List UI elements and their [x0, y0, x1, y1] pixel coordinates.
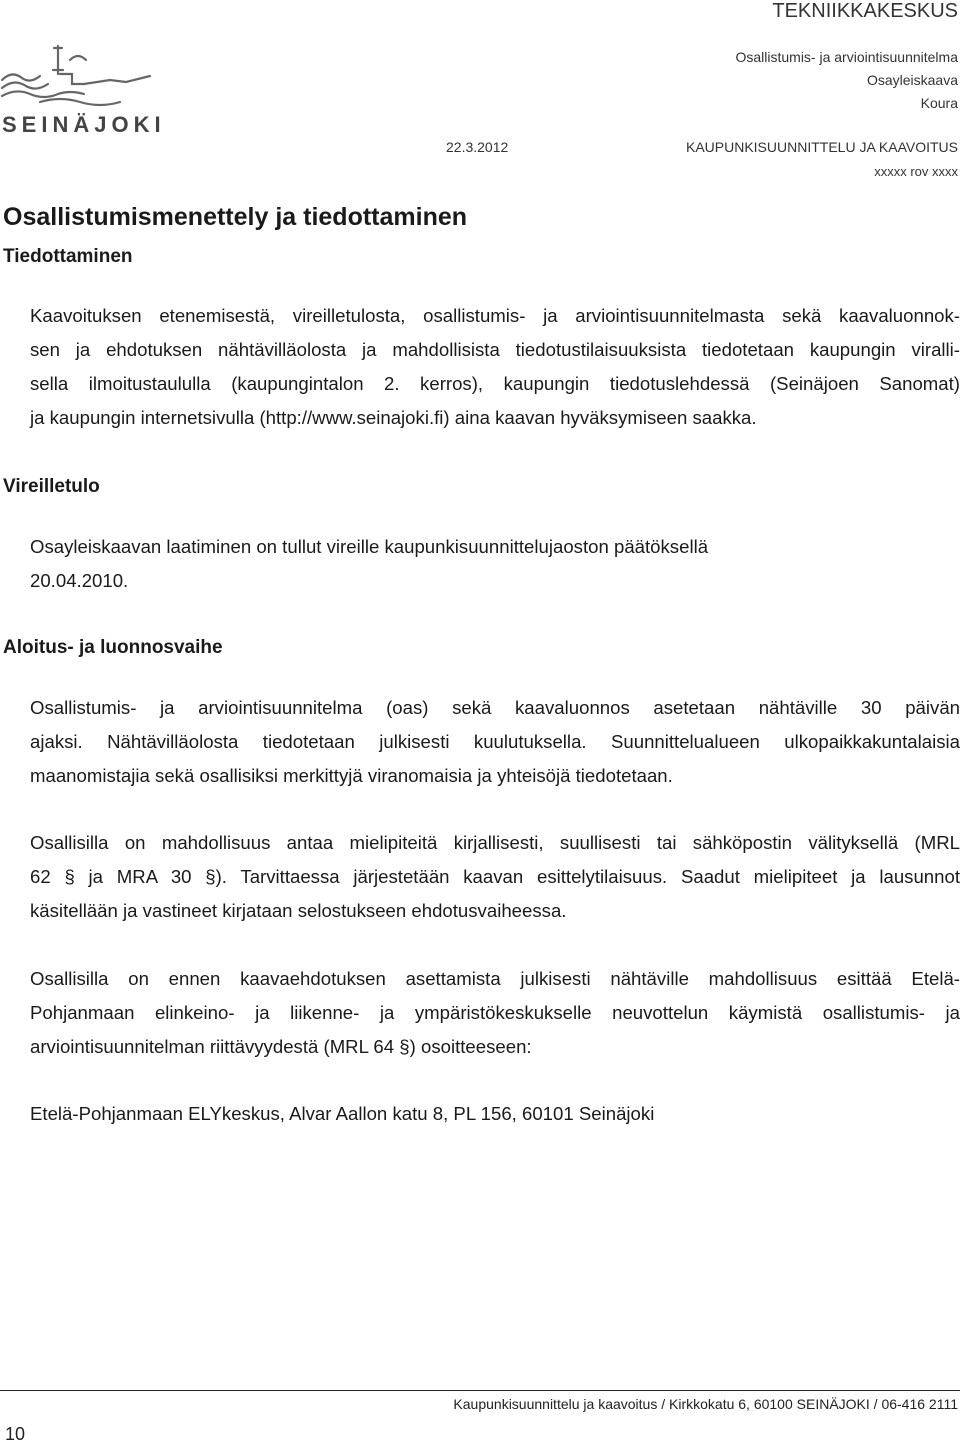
author-code: xxxxx rov xxxx: [874, 164, 958, 179]
text-line: Osallisilla on mahdollisuus antaa mielipiteitä kirjallisesti, suullisesti tai sähköpostin välityksellä (MRL: [30, 832, 960, 853]
plan-area: Koura: [920, 95, 958, 111]
logo-wordmark: SEINÄJOKI: [2, 112, 166, 137]
paragraph-tiedottaminen: [30, 299, 960, 435]
text-line: Osayleiskaavan laatiminen on tullut vireille kaupunkisuunnittelujaoston päätöksellä: [30, 536, 709, 557]
paragraph-vireilletulo: [30, 530, 960, 598]
paragraph-aloitus-3: [30, 962, 960, 1064]
text-line: maanomistajia sekä osallisiksi merkittyjä viranomaisia ja yhteisöjä tiedotetaan.: [30, 765, 673, 786]
text-line: 62 § ja MRA 30 §). Tarvittaessa järjestetään kaavan esittelytilaisuus. Saadut mielipiteet ja lausunnot: [30, 866, 960, 887]
text-line: Osallisilla on ennen kaavaehdotuksen asettamista julkisesti nähtäville mahdollisuus esittää Etelä-: [30, 968, 960, 989]
document-type: Osallistumis- ja arviointisuunnitelma: [735, 49, 958, 65]
paragraph-aloitus-2: [30, 826, 960, 928]
text-line: sella ilmoitustaululla (kaupungintalon 2. kerros), kaupungin tiedotuslehdessä (Seinäjoen Sanomat): [30, 373, 960, 394]
heading-tiedottaminen: Tiedottaminen: [3, 246, 133, 267]
department-title: TEKNIIKKAKESKUS: [772, 0, 958, 22]
paragraph-address: [30, 1097, 960, 1131]
footer-divider: [0, 1390, 960, 1391]
text-line: ja kaupungin internetsivulla (http://www.seinajoki.fi) aina kaavan hyväksymiseen saakka.: [30, 407, 757, 428]
text-line: sen ja ehdotuksen nähtävilläolosta ja mahdollisista tiedotustilaisuuksista tiedotetaan kaupungin viralli-: [30, 339, 960, 360]
text-line: Osallistumis- ja arviointisuunnitelma (oas) sekä kaavaluonnos asetetaan nähtäville 30 päivän: [30, 697, 960, 718]
document-date: 22.3.2012: [446, 139, 509, 155]
unit-name: KAUPUNKISUUNNITTELU JA KAAVOITUS: [685, 139, 958, 155]
text-line: ajaksi. Nähtävilläolosta tiedotetaan julkisesti kuulutuksella. Suunnittelualueen ulkopaikkakuntalaisia: [30, 731, 960, 752]
text-line: Kaavoituksen etenemisestä, vireilletulosta, osallistumis- ja arviointisuunnitelmasta sekä kaavaluonnok-: [30, 305, 960, 326]
heading-aloitus: Aloitus- ja luonnosvaihe: [3, 637, 223, 658]
text-line: käsitellään ja vastineet kirjataan selostukseen ehdotusvaiheessa.: [30, 900, 567, 921]
text-line: Pohjanmaan elinkeino- ja liikenne- ja ympäristökeskukselle neuvottelun käymistä osallistumis- ja: [30, 1002, 960, 1023]
footer-contact: Kaupunkisuunnittelu ja kaavoitus / Kirkkokatu 6, 60100 SEINÄJOKI / 06-416 2111: [453, 1396, 958, 1412]
page-number: 10: [5, 1424, 26, 1444]
text-line: arviointisuunnitelman riittävyydestä (MRL 64 §) osoitteeseen:: [30, 1036, 532, 1057]
heading-vireilletulo: Vireilletulo: [3, 476, 100, 497]
plan-type: Osayleiskaava: [866, 72, 958, 88]
address-line: Etelä-Pohjanmaan ELYkeskus, Alvar Aallon katu 8, PL 156, 60101 Seinäjoki: [30, 1103, 655, 1124]
seinajoki-logo-icon: [0, 40, 155, 110]
page-title: Osallistumismenettely ja tiedottaminen: [3, 203, 468, 231]
paragraph-aloitus-1: [30, 691, 960, 793]
text-line: 20.04.2010.: [30, 570, 129, 591]
